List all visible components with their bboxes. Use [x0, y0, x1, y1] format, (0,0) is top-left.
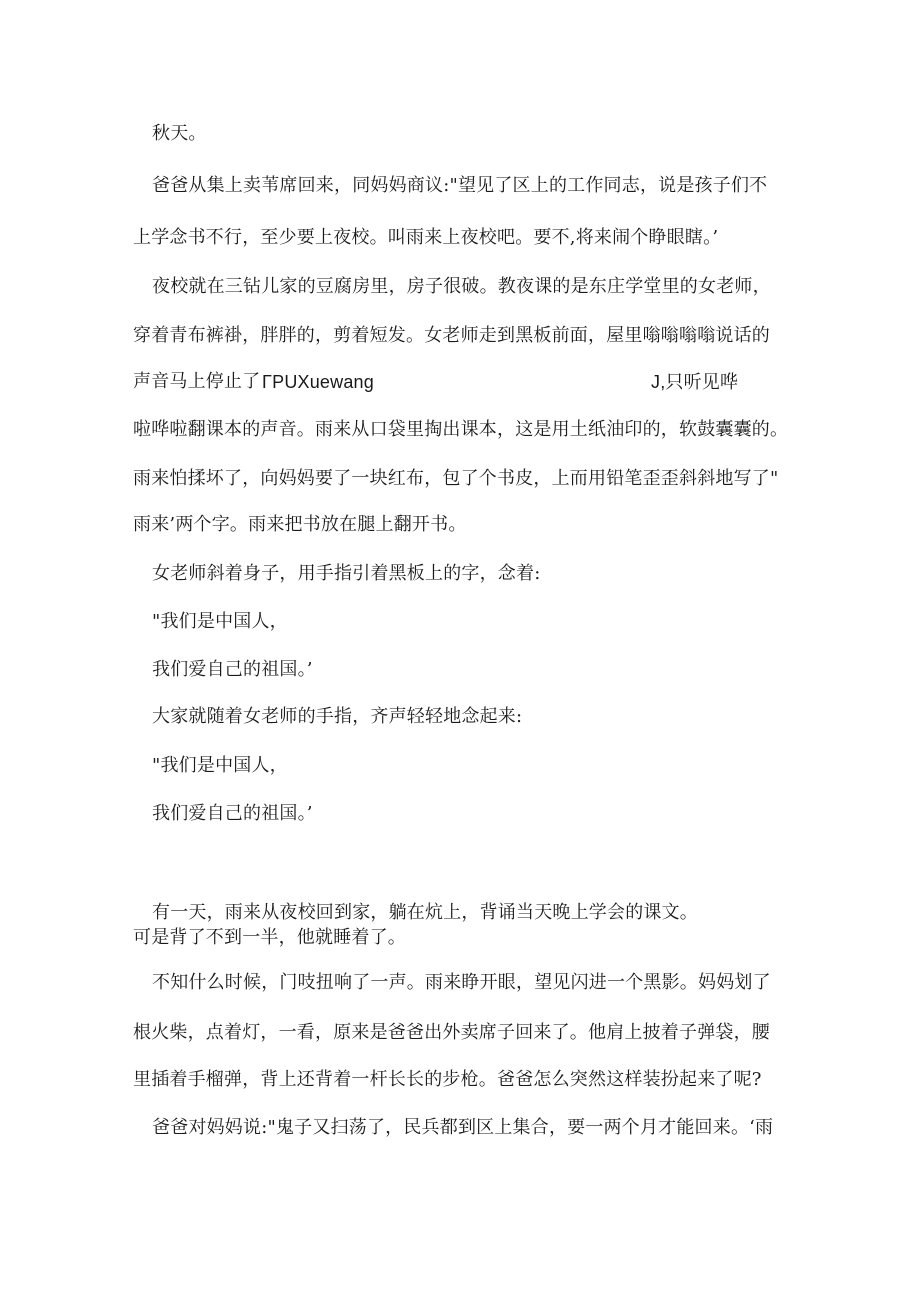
text-line: J,只听见哗	[651, 372, 739, 392]
text-line: 上学念书不行，至少要上夜校。叫雨来上夜校吧。要不,将来闹个睁眼瞎。’	[133, 227, 719, 248]
text-line: 有一天，雨来从夜校回到家，躺在炕上，背诵当天晚上学会的课文。	[152, 902, 698, 923]
text-line: 根火柴，点着灯，一看，原来是爸爸出外卖席子回来了。他肩上披着子弹袋，腰	[133, 1022, 770, 1043]
text-line: "我们是中国人，	[152, 611, 288, 632]
text-line: 不知什么时候，门吱扭响了一声。雨来睁开眼，望见闪进一个黑影。妈妈划了	[152, 972, 771, 993]
text-line: 女老师斜着身子，用手指引着黑板上的字，念着:	[152, 563, 541, 584]
text-line: 声音马上停止了	[133, 371, 261, 392]
watermark-text: ΓPUXuewang	[262, 372, 374, 392]
text-line: 爸爸从集上卖苇席回来，同妈妈商议:"望见了区上的工作同志，说是孩子们不	[152, 175, 768, 196]
text-line: 爸爸对妈妈说:"鬼子又扫荡了，民兵都到区上集合，要一两个月才能回来。‘雨	[152, 1117, 774, 1138]
text-line: 雨来怕揉坏了，向妈妈要了一块红布，包了个书皮，上而用铅笔歪歪斜斜地写了"	[133, 468, 779, 489]
text-line: 大家就随着女老师的手指，齐声轻轻地念起来:	[152, 706, 523, 727]
text-line: 可是背了不到一半，他就睡着了。	[133, 927, 406, 948]
text-line: 雨来’两个字。雨来把书放在腿上翻开书。	[133, 514, 467, 535]
text-line: 我们爱自己的祖国。’	[152, 803, 313, 824]
text-line: "我们是中国人，	[152, 755, 288, 776]
text-line: 秋天。	[152, 123, 207, 144]
text-line: 夜校就在三钻儿家的豆腐房里，房子很破。教夜课的是东庄学堂里的女老师，	[152, 276, 771, 297]
text-line: 我们爱自己的祖国。’	[152, 659, 313, 680]
text-line: 啦哗啦翻课本的声音。雨来从口袋里掏出课本，这是用土纸油印的，软鼓囊囊的。	[133, 419, 789, 440]
text-line: 里插着手榴弹，背上还背着一杆长长的步枪。爸爸怎么突然这样装扮起来了呢?	[133, 1069, 762, 1090]
text-line: 穿着青布裤褂，胖胖的，剪着短发。女老师走到黑板前面，屋里嗡嗡嗡嗡说话的	[133, 325, 770, 346]
